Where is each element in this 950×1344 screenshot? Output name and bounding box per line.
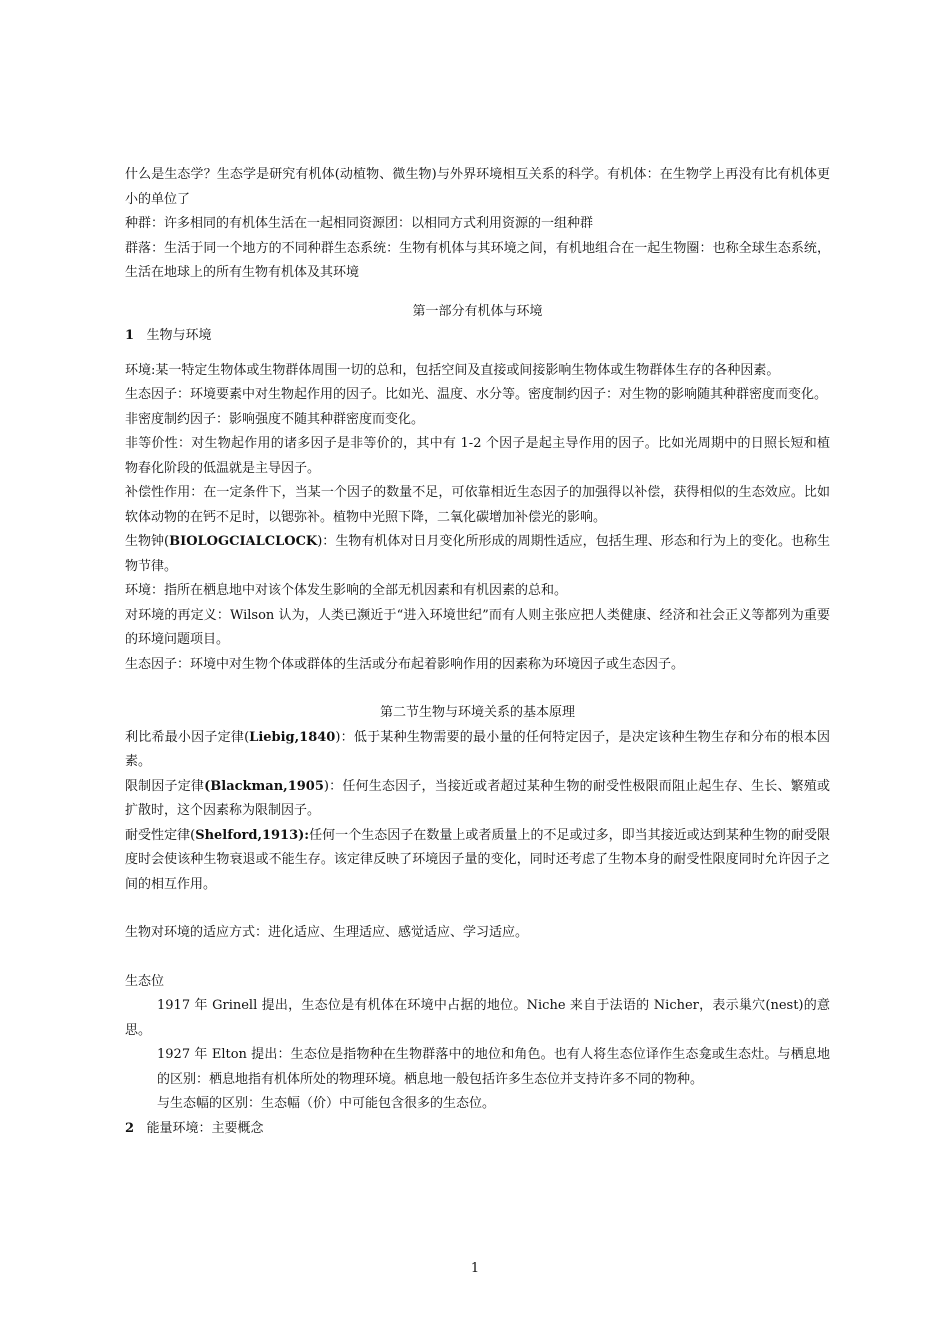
liebig-text: )：低于某种生物需要的最小量的任何特定因子，是决定该种生物生存和分布的根本因素。 xyxy=(125,729,831,769)
section-number: 1 xyxy=(125,328,135,343)
niche-vs-amplitude: 与生态幅的区别：生态幅（价）中可能包含很多的生态位。 xyxy=(157,1096,496,1111)
ecological-factor-definition: 生态因子：环境要素中对生物起作用的因子。比如光、温度、水分等。密度制约因子：对生物的影响随其种群密度而变化。 xyxy=(125,387,828,402)
section-title: 能量环境：主要概念 xyxy=(146,1120,264,1136)
page-content xyxy=(125,163,830,1141)
intro-paragraph-3: 群落：生活于同一个地方的不同种群生态系统：生物有机体与其环境之间，有机地组合在一起生物圈：也称全球生态系统，生活在地球上的所有生物有机体及其环境 xyxy=(125,240,830,280)
page-number: 1 xyxy=(470,1261,480,1276)
ecological-factor-restated: 生态因子：环境中对生物个体或群体的生活或分布起着影响作用的因素称为环境因子或生态因子。 xyxy=(125,656,685,672)
bio-clock-prefix: 生物钟( xyxy=(125,534,170,549)
environment-habitat: 环境：指所在栖息地中对该个体发生影响的全部无机因素和有机因素的总和。 xyxy=(125,583,568,598)
bio-clock-term: BIOLOGCIALCLOCK xyxy=(169,534,318,549)
shelford-prefix: 耐受性定律( xyxy=(125,827,196,843)
environment-redefinition: 对环境的再定义：Wilson 认为，人类已濒近于“进入环境世纪”而有人则主张应把人类健康、经济和社会正义等都列为重要的环境问题项目。 xyxy=(125,607,830,647)
section-heading-1 xyxy=(125,324,830,349)
part-title: 第一部分有机体与环境 xyxy=(412,303,543,319)
density-independent-factor: 非密度制约因子：影响强度不随其种群密度而变化。 xyxy=(125,411,425,427)
compensation-effect: 补偿性作用：在一定条件下，当某一个因子的数量不足，可依靠相近生态因子的加强得以补偿，获得相似的生态效应。比如软体动物的在钙不足时，以锶弥补。植物中光照下降，二氧化碳增加补偿光的影响。 xyxy=(125,485,830,525)
liebig-prefix: 利比希最小因子定律( xyxy=(125,729,250,745)
section-number: 2 xyxy=(125,1120,135,1136)
liebig-law xyxy=(125,726,830,775)
blackman-citation: (Blackman,1905 xyxy=(204,778,324,794)
section-heading-2 xyxy=(125,1117,830,1142)
tolerance-law xyxy=(125,824,830,898)
environment-definition: 环境:某一特定生物体或生物群体周围一切的总和，包括空间及直接或间接影响生物体或生物群体生存的各种因素。 xyxy=(125,362,780,378)
biological-clock xyxy=(125,530,830,579)
section-title: 生物与环境 xyxy=(146,328,212,343)
limiting-factor-law xyxy=(125,775,830,824)
liebig-citation: Liebig,1840 xyxy=(249,729,336,745)
niche-grinell: 1917 年 Grinell 提出，生态位是有机体在环境中占据的地位。Niche 来自于法语的 Nicher，表示巢穴(nest)的意思。 xyxy=(125,998,830,1038)
blackman-text: )：任何生态因子，当接近或者超过某种生物的耐受性极限而阻止起生存、生长、繁殖或扩散时，这个因素称为限制因子。 xyxy=(125,778,830,818)
bio-clock-text: )：生物有机体对日月变化所形成的周期性适应，包括生理、形态和行为上的变化。也称生物节律。 xyxy=(125,534,831,574)
shelford-text: 任何一个生态因子在数量上或者质量上的不足或过多，即当其接近或达到某种生物的耐受限度时会使该种生物衰退或不能生存。该定律反映了环境因子量的变化，同时还考虑了生物本身的耐受性限度同时允许因子之间的相互作用。 xyxy=(125,827,830,892)
adaptation-modes: 生物对环境的适应方式：进化适应、生理适应、感觉适应、学习适应。 xyxy=(125,925,529,940)
niche-heading: 生态位 xyxy=(125,973,165,989)
blackman-prefix: 限制因子定律 xyxy=(125,778,205,794)
intro-paragraph-1: 什么是生态学？生态学是研究有机体(动植物、微生物)与外界环境相互关系的科学。有机体：在生物学上再没有比有机体更小的单位了 xyxy=(125,167,830,207)
shelford-citation: Shelford,1913): xyxy=(195,827,310,843)
niche-elton: 1927 年 Elton 提出：生态位是指物种在生物群落中的地位和角色。也有人将生态位译作生态龛或生态灶。与栖息地的区别：栖息地指有机体所处的物理环境。栖息地一般包括许多生态位并支持许多不同的物种。 xyxy=(157,1047,830,1087)
section-2-title: 第二节生物与环境关系的基本原理 xyxy=(379,705,575,720)
intro-paragraph-2: 种群：许多相同的有机体生活在一起相同资源团：以相同方式利用资源的一组种群 xyxy=(125,216,594,231)
non-equivalence: 非等价性：对生物起作用的诸多因子是非等价的，其中有 1-2 个因子是起主导作用的因子。比如光周期中的日照长短和植物春化阶段的低温就是主导因子。 xyxy=(125,436,830,476)
